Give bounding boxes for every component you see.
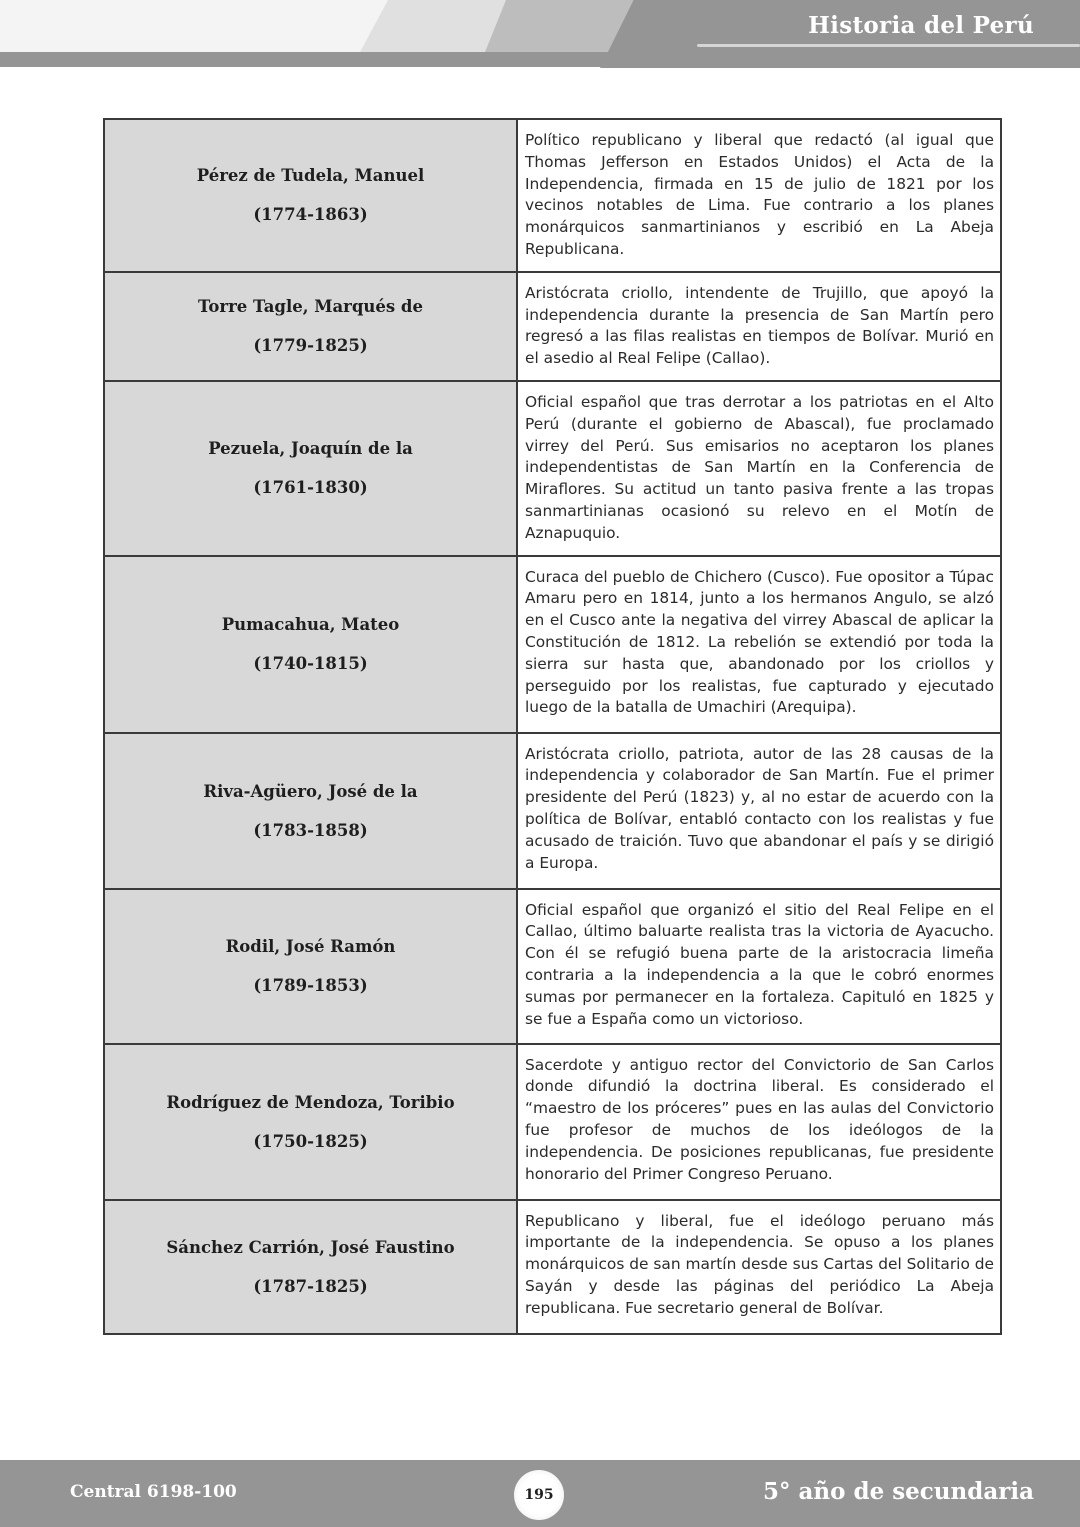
person-name: Pumacahua, Mateo [221, 615, 400, 635]
table-row [104, 272, 1001, 381]
table-row [104, 1200, 1001, 1334]
table-row [104, 381, 1001, 556]
person-name: Riva-Agüero, José de la [203, 781, 418, 801]
person-years: (1774-1863) [253, 205, 368, 225]
person-cell [104, 272, 517, 381]
person-description: Republicano y liberal, fue el ideólogo peruano más importante de la independencia. Se opuso a los planes monárquicos de san martín desde sus Cartas del Solitario de Sayán y desde las páginas del periódico La Abeja republicana. Fue secretario general de Bolívar. [517, 1200, 1001, 1334]
person-cell [104, 889, 517, 1044]
phone-number: Central 6198-100 [70, 1482, 237, 1502]
page-header [0, 0, 1080, 68]
person-description: Sacerdote y antiguo rector del Convictorio de San Carlos donde difundió la doctrina liberal. Es considerado el “maestro de los próceres” pues en las aulas del Convictorio fue profesor de muchos de los ideólogos de la independencia. De posiciones republicanas, fue presidente honorario del Primer Congreso Peruano. [517, 1044, 1001, 1200]
person-years: (1787-1825) [253, 1276, 368, 1296]
biography-table [103, 118, 1002, 1335]
person-name: Pezuela, Joaquín de la [208, 439, 413, 459]
person-description: Aristócrata criollo, intendente de Trujillo, que apoyó la independencia durante la presencia de San Martín pero regresó a las filas realistas en tiempos de Bolívar. Murió en el asedio al Real Felipe (Callao). [517, 272, 1001, 381]
header-underline [697, 44, 1080, 47]
table-row [104, 1044, 1001, 1200]
person-years: (1761-1830) [253, 478, 368, 498]
table-row [104, 556, 1001, 733]
table-row [104, 889, 1001, 1044]
person-description: Oficial español que organizó el sitio del Real Felipe en el Callao, último baluarte realista tras la victoria de Ayacucho. Con él se refugió buena parte de la aristocracia limeña contraria a la independencia a la que le cobró enormes sumas por permanecer en la fortaleza. Capituló en 1825 y se fue a España como un victorioso. [517, 889, 1001, 1044]
person-cell [104, 119, 517, 272]
book-title: Historia del Perú [808, 12, 1034, 39]
person-years: (1740-1815) [253, 654, 368, 674]
person-years: (1783-1858) [253, 820, 368, 840]
header-band [0, 52, 1080, 67]
person-cell [104, 733, 517, 889]
person-cell [104, 1044, 517, 1200]
person-description: Curaca del pueblo de Chichero (Cusco). Fue opositor a Túpac Amaru pero en 1814, junto a los hermanos Angulo, se alzó en el Cusco ante la negativa del virrey Abascal de aplicar la Constitución de 1812. La rebelión se extendió por toda la sierra sur hasta que, abandonado por los criollos y perseguido por los realistas, fue capturado y ejecutado luego de la batalla de Umachiri (Arequipa). [517, 556, 1001, 733]
page-number: 195 [524, 1487, 554, 1503]
person-cell [104, 556, 517, 733]
table-row [104, 119, 1001, 272]
grade-label: 5° año de secundaria [763, 1478, 1034, 1505]
page-number-badge [514, 1470, 564, 1520]
person-description: Oficial español que tras derrotar a los patriotas en el Alto Perú (durante el gobierno de Abascal), fue proclamado virrey del Perú. Sus emisarios no aceptaron los planes independentistas de San Martín en la Conferencia de Miraflores. Su actitud un tanto pasiva frente a las tropas sanmartinianas ocasionó su relevo en el Motín de Aznapuquio. [517, 381, 1001, 556]
person-cell [104, 1200, 517, 1334]
person-years: (1750-1825) [253, 1131, 368, 1151]
person-description: Aristócrata criollo, patriota, autor de las 28 causas de la independencia y colaborador de San Martín. Fue el primer presidente del Perú (1823) y, al no estar de acuerdo con la política de Bolívar, entabló contacto con los realistas y fue acusado de traición. Tuvo que abandonar el país y se dirigió a Europa. [517, 733, 1001, 889]
person-name: Torre Tagle, Marqués de [198, 297, 423, 317]
person-years: (1779-1825) [253, 336, 368, 356]
person-years: (1789-1853) [253, 976, 368, 996]
person-cell [104, 381, 517, 556]
page-footer [0, 1460, 1080, 1527]
person-name: Sánchez Carrión, José Faustino [166, 1237, 455, 1257]
person-name: Rodil, José Ramón [225, 937, 396, 957]
person-name: Pérez de Tudela, Manuel [196, 166, 425, 186]
table-row [104, 733, 1001, 889]
person-name: Rodríguez de Mendoza, Toribio [166, 1092, 455, 1112]
person-description: Político republicano y liberal que redactó (al igual que Thomas Jefferson en Estados Unidos) el Acta de la Independencia, firmada en 15 de julio de 1821 por los vecinos notables de Lima. Fue contrario a los planes monárquicos sanmartinianos y escribió en La Abeja Republicana. [517, 119, 1001, 272]
